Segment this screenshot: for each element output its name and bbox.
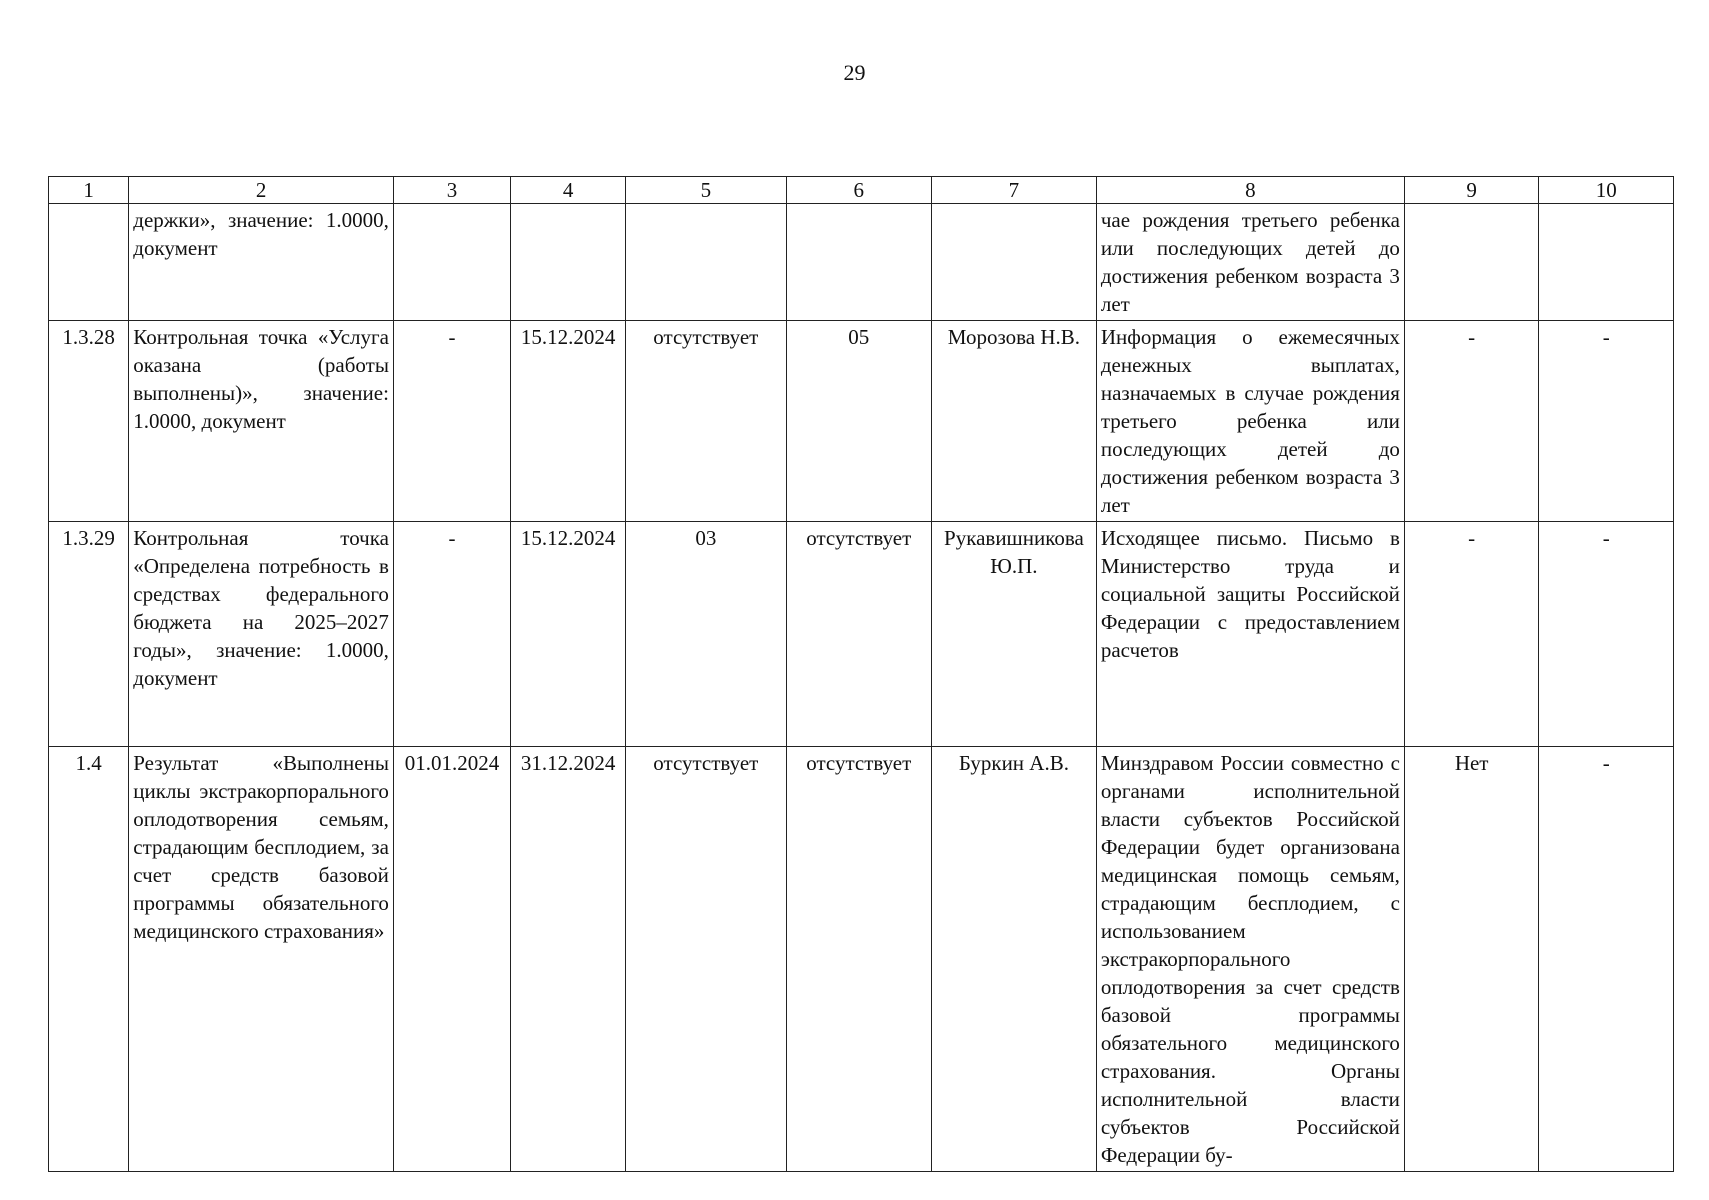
cell-number: 1.4: [49, 747, 129, 1172]
column-header: 8: [1096, 177, 1404, 204]
cell-col10: -: [1539, 747, 1674, 1172]
cell-end-date: 15.12.2024: [511, 522, 626, 747]
cell-col6: отсутствует: [786, 747, 931, 1172]
column-header: 10: [1539, 177, 1674, 204]
cell-start-date: -: [393, 522, 510, 747]
cell-name: Контрольная точка «Услуга оказана (работы выполнены)», значение: 1.0000, документ: [129, 321, 394, 522]
table-row: [49, 747, 1674, 1172]
cell-description: Минздравом России совместно с органами исполнительной власти субъектов Российской Федерации будет организована медицинская помощь семьям, страдающим бесплодием, с использованием экстракорпорального оплодотворения за счет средств базовой программы обязательного медицинского страхования. Органы исполнительной власти субъектов Российской Федерации бу-: [1096, 747, 1404, 1172]
cell-end-date: 15.12.2024: [511, 321, 626, 522]
column-header: 4: [511, 177, 626, 204]
cell-col9: -: [1404, 522, 1539, 747]
plan-table: [48, 176, 1674, 1172]
cell-description: Исходящее письмо. Письмо в Министерство труда и социальной защиты Российской Федерации с предоставлением расчетов: [1096, 522, 1404, 747]
cell-responsible: Рукавишникова Ю.П.: [931, 522, 1096, 747]
cell-responsible: [931, 204, 1096, 321]
page-number: 29: [843, 60, 866, 85]
cell-name: держки», значение: 1.0000, документ: [129, 204, 394, 321]
cell-col9: [1404, 204, 1539, 321]
cell-number: [49, 204, 129, 321]
cell-col10: [1539, 204, 1674, 321]
cell-col9: -: [1404, 321, 1539, 522]
header-row: [49, 177, 1674, 204]
cell-name: Результат «Выполнены циклы экстракорпорального оплодотворения семьям, страдающим бесплодием, за счет средств базовой программы обязательного медицинского страхования»: [129, 747, 394, 1172]
cell-col5: [626, 204, 787, 321]
cell-col6: [786, 204, 931, 321]
column-header: 3: [393, 177, 510, 204]
cell-description: Информация о ежемесячных денежных выплатах, назначаемых в случае рождения третьего ребенка или последующих детей до достижения ребенком возраста 3 лет: [1096, 321, 1404, 522]
cell-col5: 03: [626, 522, 787, 747]
table-row: [49, 321, 1674, 522]
cell-col6: 05: [786, 321, 931, 522]
cell-start-date: 01.01.2024: [393, 747, 510, 1172]
column-header: 9: [1404, 177, 1539, 204]
cell-responsible: Морозова Н.В.: [931, 321, 1096, 522]
cell-description: чае рождения третьего ребенка или последующих детей до достижения ребенком возраста 3 лет: [1096, 204, 1404, 321]
column-header: 6: [786, 177, 931, 204]
cell-number: 1.3.28: [49, 321, 129, 522]
cell-col9: Нет: [1404, 747, 1539, 1172]
cell-responsible: Буркин А.В.: [931, 747, 1096, 1172]
column-header: 7: [931, 177, 1096, 204]
cell-col5: отсутствует: [626, 747, 787, 1172]
cell-end-date: 31.12.2024: [511, 747, 626, 1172]
cell-end-date: [511, 204, 626, 321]
cell-col10: -: [1539, 522, 1674, 747]
cell-start-date: [393, 204, 510, 321]
cell-col10: -: [1539, 321, 1674, 522]
cell-col5: отсутствует: [626, 321, 787, 522]
column-header: 5: [626, 177, 787, 204]
table-row: [49, 204, 1674, 321]
table-row: [49, 522, 1674, 747]
cell-name: Контрольная точка «Определена потребность в средствах федерального бюджета на 2025–2027 годы», значение: 1.0000, документ: [129, 522, 394, 747]
cell-start-date: -: [393, 321, 510, 522]
cell-number: 1.3.29: [49, 522, 129, 747]
cell-col6: отсутствует: [786, 522, 931, 747]
column-header: 2: [129, 177, 394, 204]
column-header: 1: [49, 177, 129, 204]
